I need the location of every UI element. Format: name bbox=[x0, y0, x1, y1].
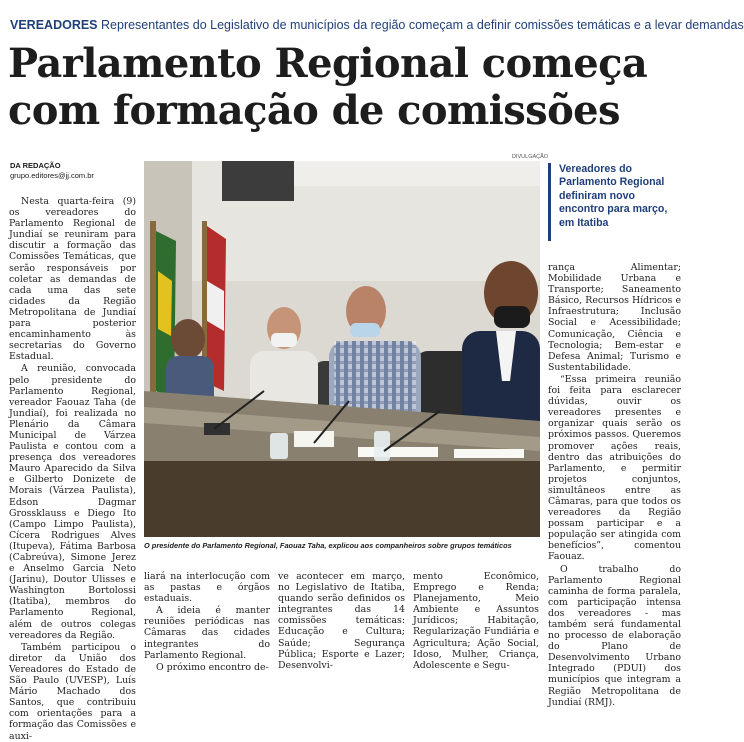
article-column-1 bbox=[9, 196, 136, 742]
paragraph: O trabalho do Parlamento Regional caminha de forma paralela, com participação intensa dos vereadores - mas também será fundamental no processo de elaboração do Plano de Desenvolvimento Urbano Integrado (PDUI) dos municípios que integram a Região Metropolitana de Jundiaí (RMJ). bbox=[548, 563, 681, 708]
paragraph: O próximo encontro de- bbox=[156, 661, 269, 673]
byline bbox=[10, 161, 140, 181]
paragraph: “Essa primeira reunião foi feita para esclarecer dúvidas, ouvir os vereadores presentes e organizar quais serão os próximos passos. Queremos promover ações reais, dentro das atribuições do Parlamento, e permitir projetos conjuntos, simultâneos entre as Câmaras, para que todos os vereadores da Região possam participar e a população ser atingida com benefícios”, comentou Faouaz. bbox=[548, 373, 682, 563]
kicker-subtitle: Representantes do Legislativo de municípios da região começam a definir comissões temáticas e a levar demandas bbox=[101, 18, 744, 32]
article-column-3 bbox=[278, 571, 405, 671]
paragraph: Também participou o diretor da União dos Vereadores do Estado de São Paulo (UVESP), Luís Mário Machado dos Santos, que contribuiu com orientações para a formação das Comissões e auxi- bbox=[9, 641, 136, 742]
byline-email: grupo.editores@jj.com.br bbox=[10, 171, 94, 180]
pull-quote: Vereadores do Parlamento Regional definiram novo encontro para março, em Itatiba bbox=[548, 163, 681, 241]
paragraph: A reunião, convocada pelo presidente do Parlamento Regional, vereador Faouaz Taha (de Jundiaí), foi realizada no Plenário da Câmara Municipal de Várzea Paulista e contou com a presença dos vereadores Mauro Aparecido da Silva e Gilberto Donizete de Morais (Várzea Paulista), Edson Dagmar Grossklauss e Diego Ito (Campo Limpo Paulista), Cícera Rodrigues Alves (Itupeva), Fátima Barbosa (Cabreúva), Simone Jerez e Anselmo Garcia Neto (Jarinu), Doutor Ulisses e Washington Bortolossi (Itatiba), membros do Parlamento Regional, além de outros colegas vereadores da Região. bbox=[9, 363, 136, 641]
headline-line-2: com formação de comissões bbox=[8, 87, 620, 134]
article-column-2 bbox=[144, 571, 270, 673]
photo-credit: DIVULGAÇÃO bbox=[512, 154, 549, 160]
paragraph: mento Econômico, Emprego e Renda; Planejamento, Meio Ambiente e Assuntos Jurídicos; Habitação, Regularização Fundiária e Agricultura; Ação Social, Idoso, Mulher, Criança, Adolescente e Segu- bbox=[413, 571, 539, 671]
meeting-photo-illustration bbox=[144, 161, 540, 537]
paragraph: rança Alimentar; Mobilidade Urbana e Transporte; Saneamento Básico, Recursos Hídricos e Infraestrutura; Inclusão Social e Acessibilidade; Comunicação, Ciência e Tecnologia; Bem-estar e Defesa Animal; Turismo e Sustentabilidade. bbox=[548, 262, 681, 373]
headline bbox=[8, 40, 683, 134]
byline-name: DA REDAÇÃO bbox=[10, 161, 61, 170]
paragraph: Nesta quarta-feira (9) os vereadores do Parlamento Regional de Jundiaí se reuniram para discutir a formação das Comissões Temáticas, que serão responsáveis por coletar as demandas de cada uma das sete cidades da Região Metropolitana de Jundiaí para posterior encaminhamento às secretarias do Governo Estadual. bbox=[9, 196, 136, 363]
paragraph: A ideia é manter reuniões periódicas nas Câmaras das cidades integrantes do Parlamento Regional. bbox=[144, 605, 270, 661]
article-photo bbox=[144, 161, 540, 537]
article-column-5 bbox=[548, 262, 682, 708]
headline-line-1: Parlamento Regional começa bbox=[8, 40, 648, 87]
kicker bbox=[10, 18, 744, 32]
section-tag: VEREADORES bbox=[10, 18, 98, 32]
paragraph: ve acontecer em março, no Legislativo de Itatiba, quando serão definidos os integrantes das 14 comissões temáticas: Educação e Cultura; Saúde; Segurança Pública; Esporte e Lazer; Desenvolvi- bbox=[278, 571, 405, 671]
article-column-4 bbox=[413, 571, 539, 671]
photo-caption: O presidente do Parlamento Regional, Faouaz Taha, explicou aos companheiros sobre grupos temáticos bbox=[144, 541, 512, 550]
paragraph: liará na interlocução com as pastas e órgãos estaduais. bbox=[144, 571, 270, 605]
